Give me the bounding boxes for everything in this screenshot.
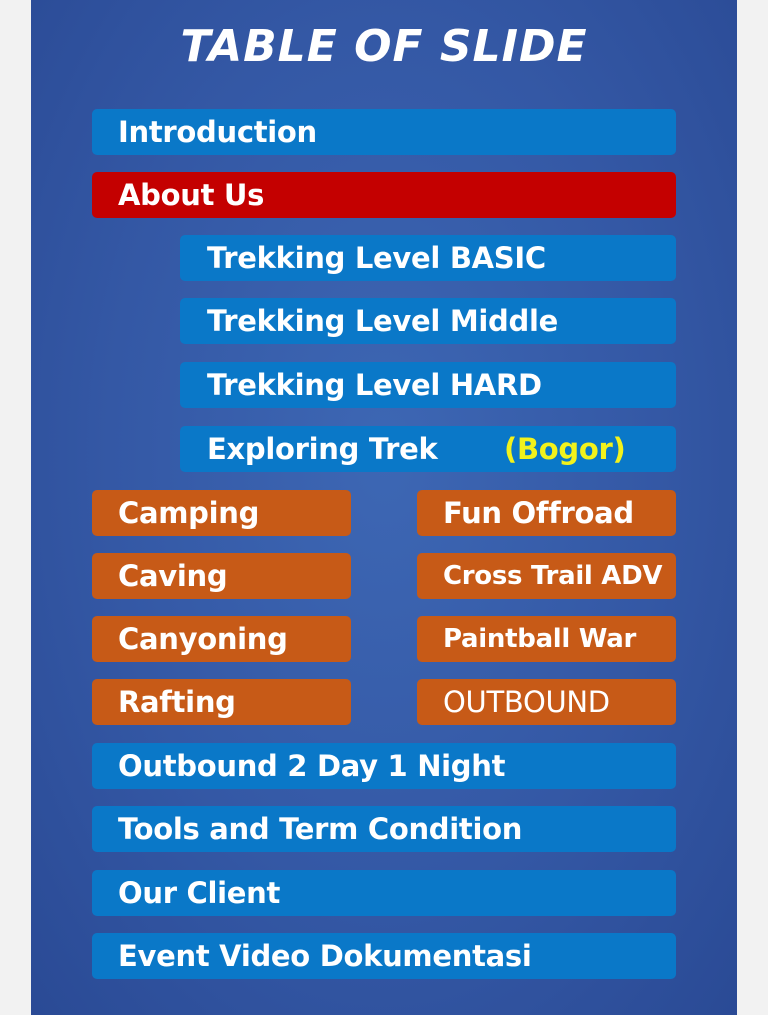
menu-item-about-us[interactable]	[92, 172, 676, 218]
menu-item-label: Trekking Level Middle	[207, 304, 558, 338]
menu-item-rafting[interactable]	[92, 679, 351, 725]
menu-item-our-client[interactable]	[92, 870, 676, 916]
menu-item-label: Our Client	[118, 876, 281, 910]
page-title: TABLE OF SLIDE	[180, 21, 588, 72]
menu-item-trekking-middle[interactable]	[180, 298, 676, 344]
menu-item-event-video[interactable]	[92, 933, 676, 979]
menu-item-cross-trail[interactable]	[417, 553, 676, 599]
menu-item-outbound-2d1n[interactable]	[92, 743, 676, 789]
menu-item-label: Tools and Term Condition	[118, 812, 523, 846]
menu-item-label: Event Video Dokumentasi	[118, 939, 532, 973]
menu-item-trekking-basic[interactable]	[180, 235, 676, 281]
menu-item-label: Exploring Trek	[207, 432, 438, 466]
menu-item-exploring-trek[interactable]	[180, 426, 676, 472]
menu-item-canyoning[interactable]	[92, 616, 351, 662]
menu-item-caving[interactable]	[92, 553, 351, 599]
menu-item-paintball[interactable]	[417, 616, 676, 662]
menu-item-label: Paintball War	[443, 624, 637, 654]
menu-item-label: OUTBOUND	[443, 685, 610, 719]
menu-item-tools-terms[interactable]	[92, 806, 676, 852]
menu-item-label: Introduction	[118, 115, 317, 149]
slide-background	[31, 0, 737, 1015]
menu-item-label: Fun Offroad	[443, 496, 634, 530]
menu-item-trekking-hard[interactable]	[180, 362, 676, 408]
menu-item-label: Cross Trail ADV	[443, 561, 663, 591]
menu-item-label: Caving	[118, 559, 228, 593]
location-tag: (Bogor)	[504, 432, 626, 466]
menu-item-label: About Us	[118, 178, 265, 212]
menu-item-label: Camping	[118, 496, 260, 530]
menu-item-camping[interactable]	[92, 490, 351, 536]
menu-item-outbound[interactable]	[417, 679, 676, 725]
menu-item-label: Rafting	[118, 685, 236, 719]
menu-item-introduction[interactable]	[92, 109, 676, 155]
menu-item-label: Outbound 2 Day 1 Night	[118, 749, 506, 783]
menu-item-label: Trekking Level HARD	[207, 368, 542, 402]
menu-item-label: Canyoning	[118, 622, 288, 656]
menu-item-fun-offroad[interactable]	[417, 490, 676, 536]
menu-item-label: Trekking Level BASIC	[207, 241, 546, 275]
